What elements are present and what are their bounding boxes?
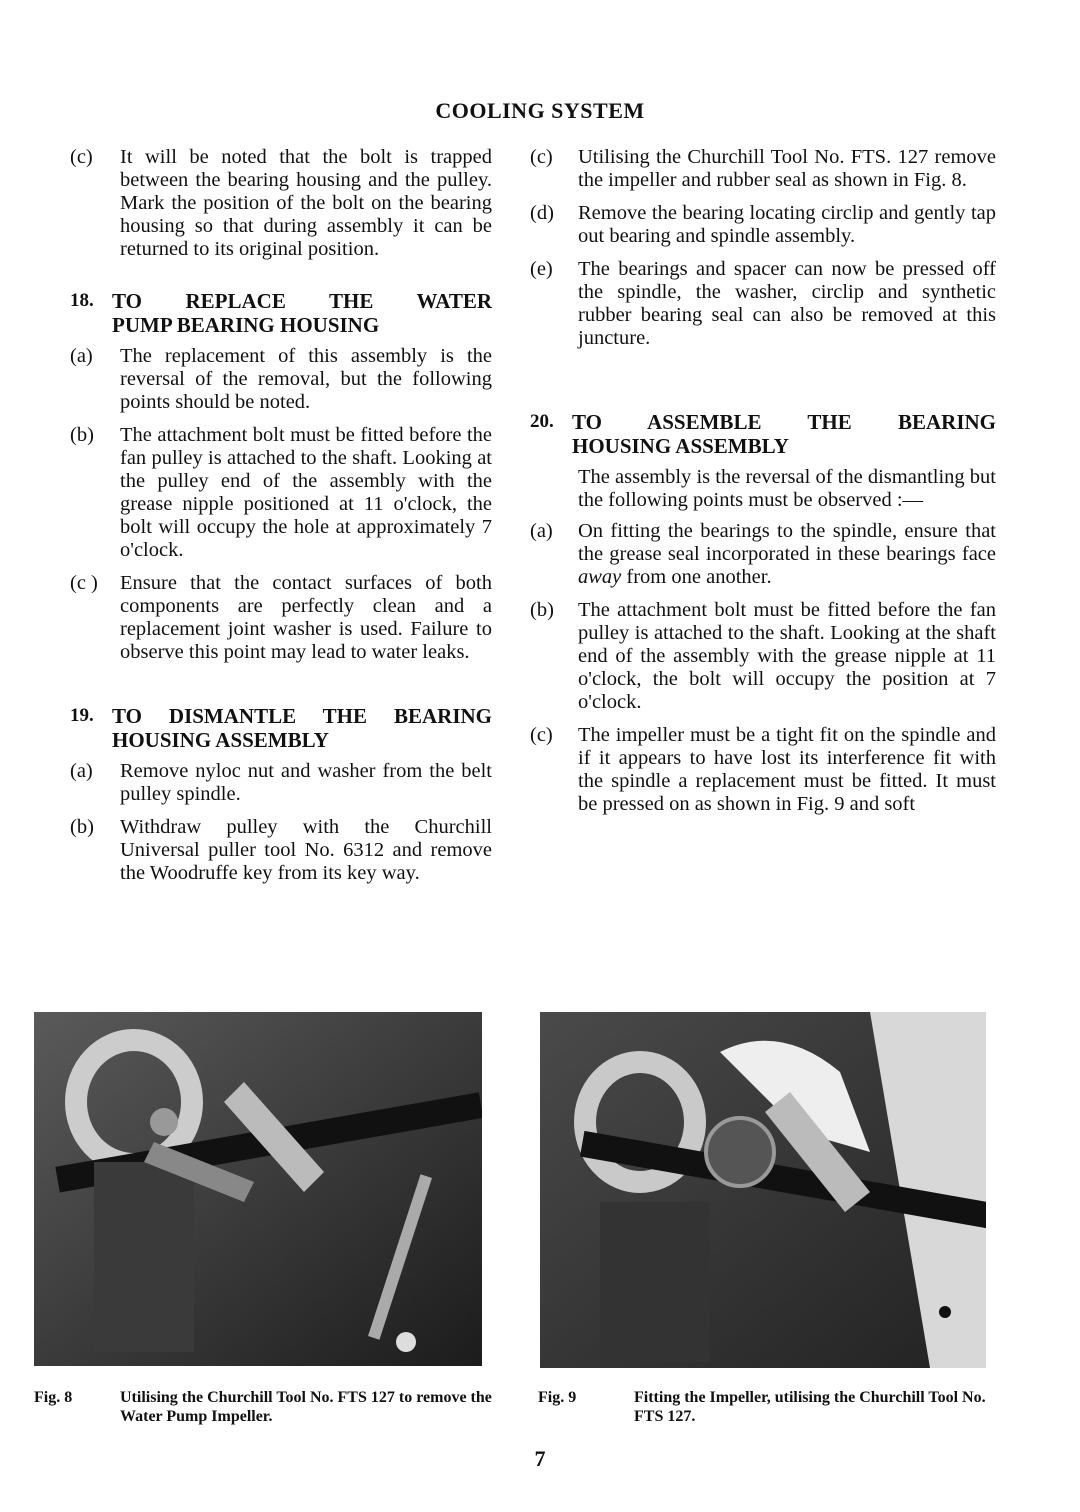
item-text-emphasis: away [578, 566, 622, 588]
section-number: 18. [70, 290, 94, 311]
right-column [530, 146, 996, 826]
list-item [70, 345, 492, 414]
puller-tool-illustration [34, 1012, 482, 1366]
item-text: It will be noted that the bolt is trapped between the bearing housing and the pulley. Mark the position of the bolt on the bearing housing so that during assembly it can be returned to its original position. [120, 146, 492, 260]
section-title-line: TO REPLACE THE WATER [112, 289, 492, 313]
section-title-line: TO ASSEMBLE THE BEARING [572, 410, 996, 434]
item-label: (c ) [70, 572, 98, 594]
item-label: (c) [530, 724, 553, 746]
list-item [530, 202, 996, 248]
item-label: (b) [70, 816, 94, 838]
item-label: (e) [530, 258, 553, 280]
figure-9-photo [540, 1012, 986, 1368]
section-intro: The assembly is the reversal of the dismantling but the following points must be observed :— [578, 466, 996, 511]
section-title-line: HOUSING ASSEMBLY [572, 434, 789, 458]
figure-caption-text: Fitting the Impeller, utilising the Churchill Tool No. FTS 127. [634, 1389, 986, 1425]
section-number: 20. [530, 411, 554, 432]
item-label: (b) [530, 599, 554, 621]
list-item [530, 599, 996, 714]
section-18-heading [70, 289, 492, 337]
item-label: (c) [530, 146, 553, 168]
figure-9-caption [538, 1388, 988, 1426]
item-text: The attachment bolt must be fitted before the fan pulley is attached to the shaft. Looking at the pulley end of the assembly with the grease nipple positioned at 11 o'clock, the bolt will occupy the hole at approximately 7 o'clock. [120, 424, 492, 561]
list-item [70, 816, 492, 885]
item-text: Withdraw pulley with the Churchill Universal puller tool No. 6312 and remove the Woodruffe key from its key way. [120, 816, 492, 884]
section-number: 19. [70, 705, 94, 726]
item-text: The replacement of this assembly is the reversal of the removal, but the following points should be noted. [120, 345, 492, 413]
item-text: Remove the bearing locating circlip and gently tap out bearing and spindle assembly. [578, 202, 996, 247]
section-title-line: HOUSING ASSEMBLY [112, 728, 329, 752]
item-text: The impeller must be a tight fit on the spindle and if it appears to have lost its interference fit with the spindle a replacement must be fitted. It must be pressed on as shown in Fig. 9 and soft [578, 724, 996, 815]
figure-label: Fig. 9 [538, 1389, 577, 1406]
item-text: The bearings and spacer can now be pressed off the spindle, the washer, circlip and synthetic rubber bearing seal can also be removed at this juncture. [578, 258, 996, 349]
figure-caption-text: Utilising the Churchill Tool No. FTS 127 to remove the Water Pump Impeller. [120, 1389, 492, 1425]
figure-8-photo [34, 1012, 482, 1366]
item-text: The attachment bolt must be fitted before the fan pulley is attached to the shaft. Looking at the shaft end of the assembly with the grease nipple at 11 o'clock, the bolt will occupy the position at 7 o'clock. [578, 599, 996, 713]
item-text: Utilising the Churchill Tool No. FTS. 127 remove the impeller and rubber seal as shown in Fig. 8. [578, 146, 996, 191]
figure-8-caption [34, 1388, 494, 1426]
item-text: Remove nyloc nut and washer from the belt pulley spindle. [120, 760, 492, 805]
section-20-heading [530, 410, 996, 458]
impeller-fitting-illustration [540, 1012, 986, 1368]
item-text [578, 520, 996, 589]
section-title-line: TO DISMANTLE THE BEARING [112, 704, 492, 728]
item-text-part: from one another. [626, 566, 772, 588]
page-number: 7 [534, 1446, 546, 1471]
section-title-line: PUMP BEARING HOUSING [112, 313, 380, 337]
figure-label: Fig. 8 [34, 1389, 73, 1406]
list-item [530, 146, 996, 192]
section-19-heading [70, 704, 492, 752]
item-label: (b) [70, 424, 94, 446]
list-item [70, 424, 492, 562]
item-label: (a) [70, 345, 93, 367]
list-item [530, 724, 996, 816]
item-label: (d) [530, 202, 554, 224]
list-item [70, 146, 492, 261]
item-label: (a) [70, 760, 93, 782]
item-text-part: On fitting the bearings to the spindle, ensure that the grease seal incorporated in these bearings face [578, 520, 996, 565]
page-header: COOLING SYSTEM [435, 98, 645, 123]
list-item [70, 760, 492, 806]
left-column [70, 146, 492, 895]
item-label: (a) [530, 520, 553, 542]
list-item [70, 572, 492, 664]
item-text: Ensure that the contact surfaces of both components are perfectly clean and a replacement joint washer is used. Failure to observe this point may lead to water leaks. [120, 572, 492, 663]
list-item [530, 258, 996, 350]
item-label: (c) [70, 146, 93, 168]
list-item [530, 520, 996, 589]
